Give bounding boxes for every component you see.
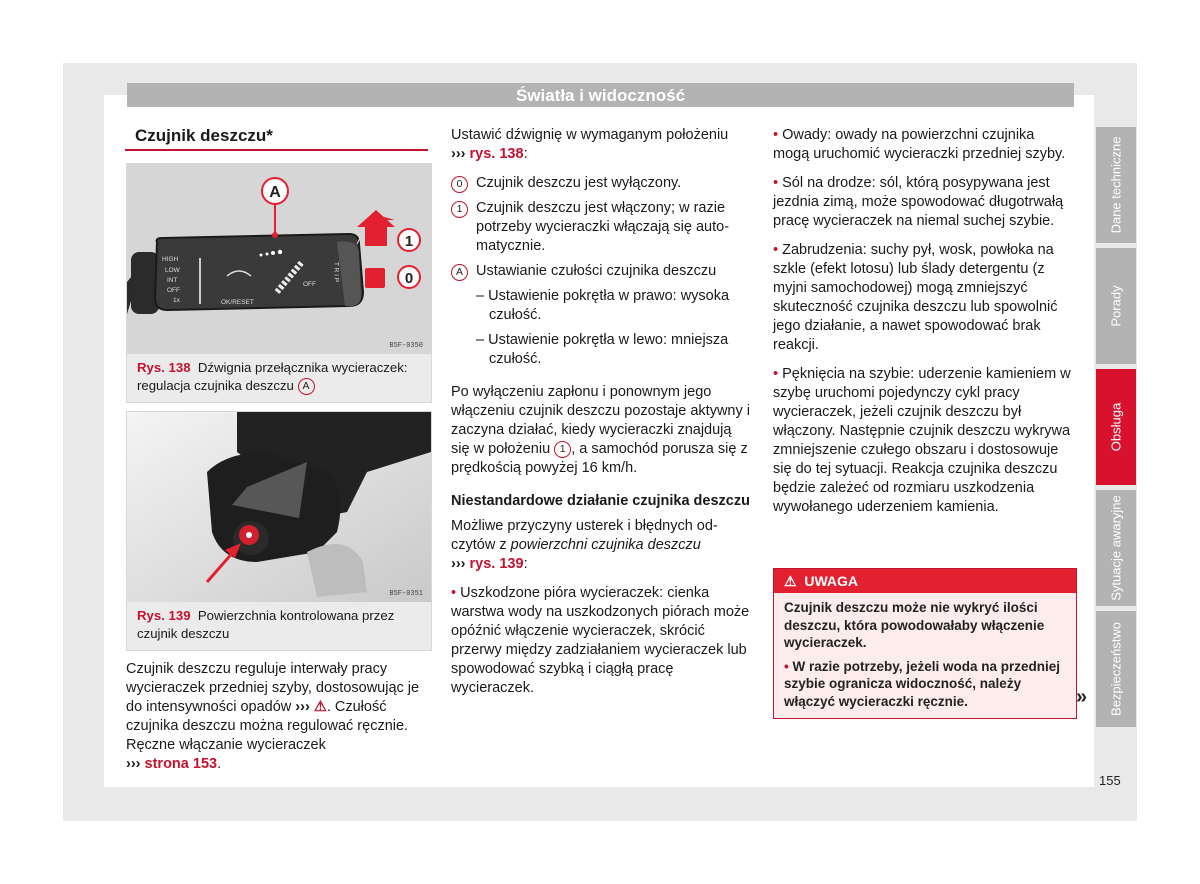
bullet-text: Zabrudzenia: suchy pył, wosk, powłoka na szkle (efekt lotosu) lub ślady detergentu (z myjni samochodowej) mogą zmniejszyć skuteczność czujnika deszczu lub spowolnić jego działanie, a nawet spowodować brak reakcji. [773, 242, 1058, 353]
warning-text: Czujnik deszczu może nie wykryć ilości deszczu, która powodowałaby włączenie wycieraczek. [784, 600, 1045, 650]
paragraph [451, 383, 751, 478]
lever-label-off2: OFF [303, 281, 316, 288]
bullet: • [773, 366, 779, 382]
tab-bezpieczenstwo[interactable] [1096, 611, 1136, 727]
lever-label-int: INT [167, 277, 178, 284]
caption-text: Dźwignia przełącznika wycieraczek: regulacja czujnika deszczu [137, 360, 408, 393]
list-item [451, 174, 751, 193]
figure-caption [127, 354, 431, 402]
tab-label: Bezpieczeństwo [1108, 622, 1124, 716]
column-1-text [126, 660, 430, 784]
bullet-text: Sól na drodze: sól, którą posypywana jest jezdnia zimą, może spowodować długotrwałą pracę wycieraczek na niemal suchej szybie. [773, 175, 1064, 229]
rain-sensor-illustration [127, 412, 431, 602]
warning-bullet [784, 658, 1066, 711]
warning-bullet-text: W razie potrzeby, jeżeli woda na przedniej szybie ogranicza widoczność, należy włączyć wycieraczki ręcznie. [784, 658, 1061, 709]
figure-caption [127, 602, 431, 650]
reference-arrows: ››› [295, 699, 310, 715]
subheading: Niestandardowe działanie czujnika deszczu [451, 493, 750, 509]
tab-porady[interactable] [1096, 248, 1136, 364]
badge-1: 1 [451, 201, 468, 218]
badge-0: 0 [451, 176, 468, 193]
lever-label-high: HIGH [162, 256, 179, 263]
page-header: Światła i widoczność [127, 83, 1074, 107]
link-rys-139[interactable]: rys. 139 [469, 556, 524, 572]
warning-header [774, 569, 1076, 593]
bullet-text: Owady: owady na powierzchni czujnika mogą uruchomić wycieraczki przedniej szyby. [773, 127, 1066, 162]
link-rys-138[interactable]: rys. 138 [469, 146, 524, 162]
period: . [217, 756, 222, 772]
bullet-text: Uszkodzone pióra wycieraczek: cienka warstwa wody na uszkodzonych piórach może opóźnić włączenie wycieraczek, skrócić przerwy między zadziałaniem wycieraczek lub spowodować szybką i ciągłą pracę wycieraczek. [451, 585, 750, 696]
wiper-lever-illustration [127, 164, 431, 354]
list-item [451, 199, 751, 256]
item-text: Czujnik deszczu jest wyłączony. [476, 175, 682, 191]
bullet-item [773, 241, 1073, 355]
paragraph [451, 517, 751, 574]
bullet: • [784, 658, 789, 674]
link-strona-153[interactable]: strona 153 [144, 756, 218, 772]
tab-dane-techniczne[interactable] [1096, 127, 1136, 243]
callout-0-label: 0 [404, 270, 414, 287]
tab-label: Obsługa [1108, 402, 1124, 452]
callout-a-label: A [269, 184, 281, 201]
bullet: • [773, 175, 779, 191]
intro [451, 126, 751, 164]
tab-label: Sytuacje awaryjne [1108, 495, 1124, 601]
page-number: 155 [1099, 773, 1121, 788]
reference-arrows: ››› [451, 556, 466, 572]
bullet-item [773, 174, 1073, 231]
figure-138 [126, 163, 432, 403]
bullet-item [773, 126, 1073, 164]
lever-label-trip: T R I P [332, 262, 340, 283]
list-item [451, 262, 751, 281]
bullet: • [451, 585, 457, 601]
badge-a: A [451, 264, 468, 281]
bullet: • [773, 127, 779, 143]
dash-item: – Ustawienie pokrętła w lewo: mniejsza czułość. [476, 332, 729, 367]
lever-label-okreset: OK/RESET [221, 299, 254, 306]
lever-label-1x: 1x [173, 297, 180, 304]
tab-sytuacje-awaryjne[interactable] [1096, 490, 1136, 606]
paragraph-text: Możliwe przyczyny usterek i błędnych odczytów z [451, 518, 718, 553]
colon: : [523, 146, 528, 162]
figure-code: B5F-0351 [389, 590, 423, 598]
bullet-item [451, 584, 751, 698]
paragraph-text: Czujnik deszczu reguluje interwały pracy wycieraczek przedniej szyby, dostosowując je do intensywności opadów [126, 661, 420, 715]
dash-item: – Ustawienie pokrętła w prawo: wysoka czułość. [476, 288, 730, 323]
callout-1-label: 1 [404, 233, 414, 250]
figure-139 [126, 411, 432, 651]
paragraph-italic: powierzchni czujnika deszczu [510, 537, 701, 553]
reference-arrows: ››› [451, 146, 466, 162]
paragraph [126, 660, 430, 774]
tab-obsluga[interactable] [1096, 369, 1136, 485]
section-title: Czujnik deszczu* [125, 125, 428, 151]
column-2-text [451, 126, 751, 708]
warning-triangle-icon: ⚠ [313, 699, 327, 715]
warning-box [773, 568, 1077, 719]
warning-body [774, 593, 1076, 718]
caption-text: Powierzchnia kontrolowana przez czujnik deszczu [137, 608, 395, 641]
continue-marker: » [1076, 686, 1088, 708]
warning-title: UWAGA [804, 573, 859, 589]
intro-text: Ustawić dźwignię w wymaganym położeniu [451, 127, 729, 143]
paragraph-text: . Czułość czujnika deszczu można regulować ręcznie. Ręczne włączanie wycieraczek [126, 699, 409, 753]
bullet: • [773, 242, 779, 258]
figure-number: Rys. 139 [137, 608, 191, 623]
tab-label: Porady [1108, 285, 1124, 327]
warning-triangle-icon: ⚠ [784, 573, 797, 589]
figure-code: B5F-0350 [389, 342, 423, 350]
colon: : [523, 556, 528, 572]
item-text: Czujnik deszczu jest włączony; w razie potrzeby wycieraczki włączają się automatycznie. [476, 200, 730, 254]
reference-arrows: ››› [126, 756, 141, 772]
badge-1: 1 [554, 441, 571, 458]
figure-number: Rys. 138 [137, 360, 191, 375]
lever-label-off: OFF [167, 287, 180, 294]
lever-label-low: LOW [165, 267, 180, 274]
paragraph-text: , a samochód porusza się z prędkością powyżej 16 km/h. [451, 441, 748, 476]
bullet-item [773, 365, 1073, 517]
badge-a: A [298, 378, 315, 395]
tab-label: Dane techniczne [1108, 136, 1124, 234]
column-3-text [773, 126, 1073, 527]
item-text: Ustawianie czułości czujnika deszczu [476, 263, 717, 279]
bullet-text: Pęknięcia na szybie: uderzenie kamieniem w szybę uruchomi pojedynczy cykl pracy wycieraczek, jeżeli czujnik deszczu był włączony. Następnie czujnik deszczu wykrywa zmniejszenie czułego obszaru i dostosowuje się do tej sytuacji. Reakcja czujnika deszczu będzie zależeć od rozmiaru uszkodzenia wywołanego uderzeniem kamienia. [773, 366, 1071, 515]
paragraph-text: Po wyłączeniu zapłonu i ponownym jego włączeniu czujnik deszczu pozostaje aktywny i zaczyna działać, kiedy wycieraczki znajdują się w położeniu [451, 384, 750, 457]
